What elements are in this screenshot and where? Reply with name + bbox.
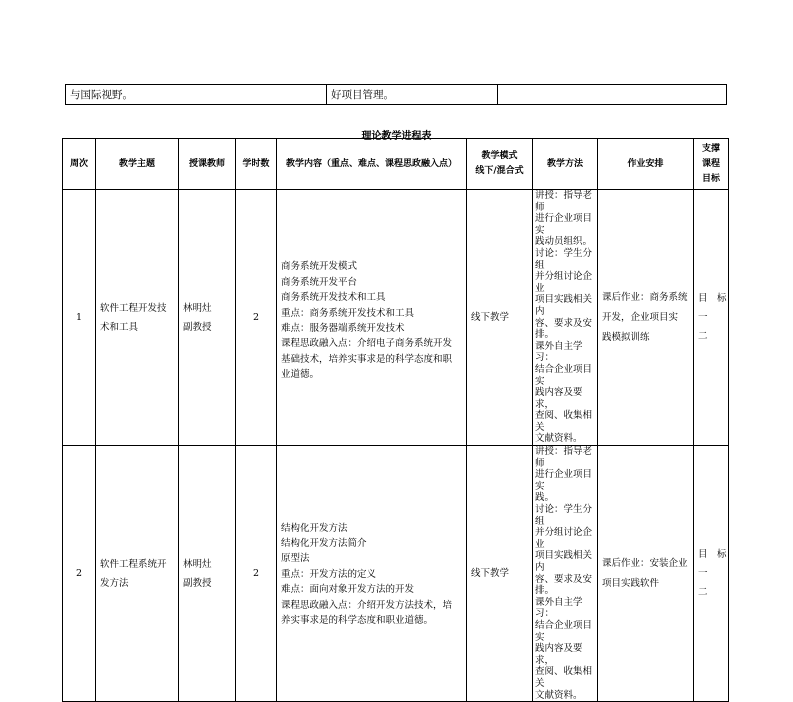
teacher-cell: 林明灶 副教授 [179,446,236,702]
week-cell: 1 [63,190,96,446]
header-method: 教学方法 [533,139,598,190]
topic-cell: 软件工程开发技 术和工具 [96,190,179,446]
teacher-cell: 林明灶 副教授 [179,190,236,446]
content-cell: 商务系统开发模式 商务系统开发平台 商务系统开发技术和工具 重点：商务系统开发技术和工具 难点：服务器端系统开发技术 课程思政融入点：介绍电子商务系统开发 基础技术，培养实事求是的科学态度和职 业道德。 [277,190,467,446]
homework-cell: 课后作业：安装企业 项目实践软件 [598,446,694,702]
goal-cell: 目 标 一 二 [694,190,729,446]
content-cell: 结构化开发方法 结构化开发方法简介 原型法 重点：开发方法的定义 难点：面向对象开发方法的开发 课程思政融入点：介绍开发方法技术，培 养实事求是的科学态度和职业道德。 [277,446,467,702]
header-goal: 支撑 课程 目标 [694,139,729,190]
schedule-table [62,138,729,702]
method-cell: 讲授：指导老师 进行企业项目实 践动员组织。 讨论：学生分组 并分组讨论企业 项目实践相关内 容、要求及安排。 课外自主学习： 结合企业项目实 践内容及要求， 查阅、收集相关 文献资料。 [533,190,598,446]
table-row [66,85,727,105]
method-cell: 讲授：指导老师 进行企业项目实 践。 讨论：学生分组 并分组讨论企业 项目实践相关内 容、要求及安排。 课外自主学习： 结合企业项目实 践内容及要求， 查阅、收集相关 文献资料。 [533,446,598,702]
top-cell-1: 与国际视野。 [66,85,327,105]
top-cell-3 [498,85,727,105]
page-title: 理论教学进程表 [361,131,432,142]
week-cell: 2 [63,446,96,702]
header-homework: 作业安排 [598,139,694,190]
header-hours: 学时数 [236,139,277,190]
top-continuation-table [65,84,727,105]
hours-cell: 2 [236,446,277,702]
header-content: 教学内容（重点、难点、课程思政融入点） [277,139,467,190]
mode-cell: 线下教学 [467,190,533,446]
header-topic: 教学主题 [96,139,179,190]
header-teacher: 授课教师 [179,139,236,190]
header-mode: 教学模式 线下/混合式 [467,139,533,190]
header-row [63,139,729,190]
top-cell-2: 好项目管理。 [327,85,498,105]
table-row [63,446,729,702]
mode-cell: 线下教学 [467,446,533,702]
hours-cell: 2 [236,190,277,446]
header-week: 周次 [63,139,96,190]
goal-cell: 目 标 一 二 [694,446,729,702]
topic-cell: 软件工程系统开 发方法 [96,446,179,702]
table-row [63,190,729,446]
homework-cell: 课后作业：商务系统 开发，企业项目实 践模拟训练 [598,190,694,446]
